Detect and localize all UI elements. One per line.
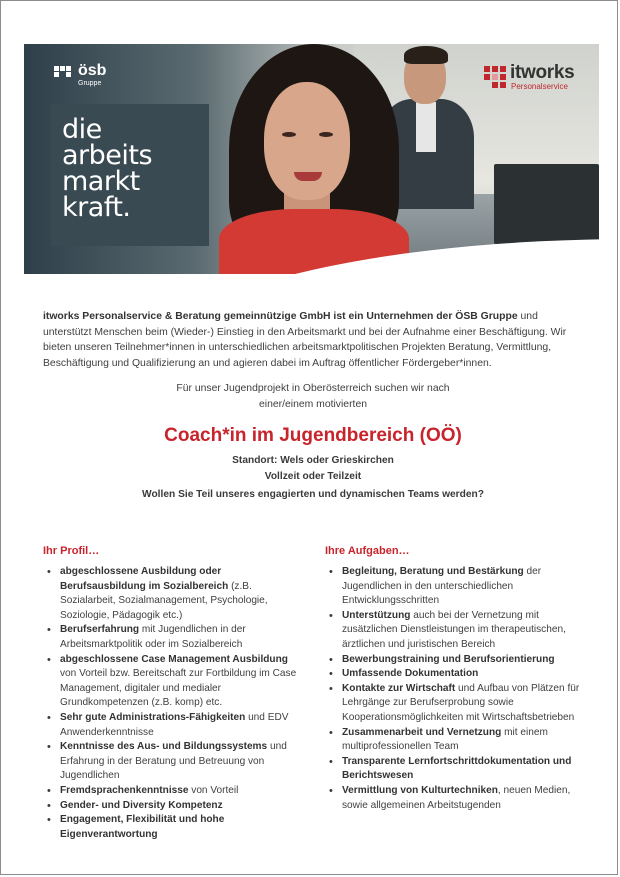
item-text: (z.B. Sozialarbeit, Sozialmanagement, Psychologie, Soziologie, Pädagogik etc.)	[60, 580, 268, 621]
item-bold: Bewerbungstraining und Berufsorientierung	[342, 653, 555, 665]
list-item	[342, 755, 583, 784]
item-text: und EDV Anwenderkenntnisse	[60, 711, 289, 738]
job-meta	[43, 453, 583, 484]
item-bold: Kontakte zur Wirtschaft	[342, 682, 456, 694]
search-line: Für unser Jugendprojekt in Oberösterreich suchen wir nach	[176, 383, 450, 394]
list-item	[60, 623, 298, 652]
osb-logo-sub: Gruppe	[78, 80, 102, 87]
list-item	[342, 667, 583, 682]
profile-list	[43, 565, 298, 842]
item-bold: Gender- und Diversity Kompetenz	[60, 799, 223, 811]
list-item	[60, 784, 298, 799]
tasks-list	[325, 565, 583, 813]
list-item	[60, 565, 298, 623]
list-item	[60, 740, 298, 784]
job-title: Coach*in im Jugendbereich (OÖ)	[164, 425, 462, 446]
item-text: mit einem multiprofessionellen Team	[342, 726, 548, 753]
list-item	[60, 799, 298, 814]
item-bold: Sehr gute Administrations-Fähigkeiten	[60, 711, 246, 723]
osb-logo-text: ösb	[78, 62, 107, 79]
item-text: auch bei der Vernetzung mit zusätzlichen Dienstleistungen im therapeutischen, ärztlichen und juristischen Bereich	[342, 609, 566, 650]
itworks-logo-sub: Personalservice	[511, 82, 568, 91]
slogan-line: markt	[62, 166, 140, 197]
itworks-logo-text: itworks	[510, 62, 575, 83]
list-item	[342, 565, 583, 609]
profile-section	[43, 545, 298, 842]
tasks-heading: Ihre Aufgaben…	[325, 545, 410, 557]
tasks-section	[325, 545, 583, 813]
itworks-logo	[484, 64, 594, 96]
itworks-grid-icon	[484, 66, 506, 88]
item-text: von Vorteil	[188, 784, 239, 796]
company-intro	[43, 309, 583, 371]
item-bold: Fremdsprachenkenntnisse	[60, 784, 189, 796]
slogan-line: kraft.	[62, 192, 131, 223]
item-bold: Transparente Lernfortschrittdokumentation und Berichtswesen	[342, 755, 572, 782]
list-item	[342, 784, 583, 813]
osb-gruppe-logo	[54, 62, 107, 110]
item-text: und Erfahrung in der Beratung und Betreuung von Jugendlichen	[60, 741, 287, 782]
item-bold: Berufserfahrung	[60, 624, 140, 636]
item-text: , neuen Medien, sowie allgemeinen Arbeitstugenden	[342, 784, 571, 811]
item-bold: abgeschlossene Ausbildung oder Berufsausbildung im Sozialbereich	[60, 566, 229, 592]
job-hours: Vollzeit oder Teilzeit	[264, 470, 362, 482]
item-bold: Vermittlung von Kulturtechniken	[342, 784, 498, 796]
list-item	[342, 653, 583, 668]
team-question: Wollen Sie Teil unseres engagierten und dynamischen Teams werden?	[142, 489, 484, 500]
item-text: der Jugendlichen in den unterschiedlichen Entwicklungsschritten	[342, 566, 542, 607]
item-text: mit Jugendlichen in der Arbeitsmarktpolitik oder im Sozialbereich	[60, 624, 246, 650]
item-bold: Umfassende Dokumentation	[342, 668, 479, 680]
slogan-line: die	[62, 114, 102, 145]
list-item	[60, 653, 298, 711]
company-intro-bold: itworks Personalservice & Beratung gemeinnützige GmbH ist ein Unternehmen der ÖSB Gruppe	[43, 311, 518, 322]
item-text: und Aufbau von Plätzen für Lehrgänge zur Berufserprobung sowie Kooperationsmöglichkeiten mit Wirtschaftsbetrieben	[342, 682, 580, 723]
list-item	[342, 609, 583, 653]
woman-face	[264, 82, 350, 200]
list-item	[342, 726, 583, 755]
item-bold: Unterstützung	[342, 609, 411, 621]
hero-photo	[24, 44, 599, 274]
search-line: einer/einem motivierten	[259, 398, 367, 410]
computer-monitor	[494, 164, 599, 244]
slogan-line: arbeits	[62, 140, 153, 171]
job-location: Standort: Wels oder Grieskirchen	[232, 455, 394, 466]
profile-heading: Ihr Profil…	[43, 545, 100, 557]
item-bold: abgeschlossene Case Management Ausbildung	[60, 653, 288, 665]
list-item	[342, 682, 583, 726]
item-bold: Zusammenarbeit und Vernetzung	[342, 726, 502, 738]
woman-eye	[319, 132, 333, 137]
woman-eye	[282, 132, 296, 137]
colleague-hair	[404, 46, 448, 64]
slogan	[62, 114, 153, 223]
list-item	[60, 813, 298, 842]
search-statement	[43, 381, 583, 412]
item-text: von Vorteil bzw. Bereitschaft zur Fortbildung im Case Management, digitaler und medialer Grundkompetenzen (z.B. komp) etc.	[60, 668, 297, 709]
item-bold: Kenntnisse des Aus- und Bildungssystems	[60, 741, 268, 753]
company-intro-text: und unterstützt Menschen beim (Wieder-) Einstieg in den Arbeitsmarkt und bei der Aufnahme einer Beschäftigung. Wir bieten unseren Teilnehmer*innen in unterschiedlichen arbeitsmarktpolitischen Projekten Beratung, Vermittlung, Beschäftigung und Qualifizierung an und agieren dabei im Auftrag öffentlicher Fördergeber*innen.	[43, 311, 567, 369]
osb-grid-icon	[54, 66, 72, 80]
list-item	[60, 711, 298, 740]
colleague-shirt	[416, 102, 436, 152]
item-bold: Begleitung, Beratung und Bestärkung	[342, 566, 524, 577]
item-bold: Engagement, Flexibilität und hohe Eigenverantwortung	[60, 814, 225, 840]
